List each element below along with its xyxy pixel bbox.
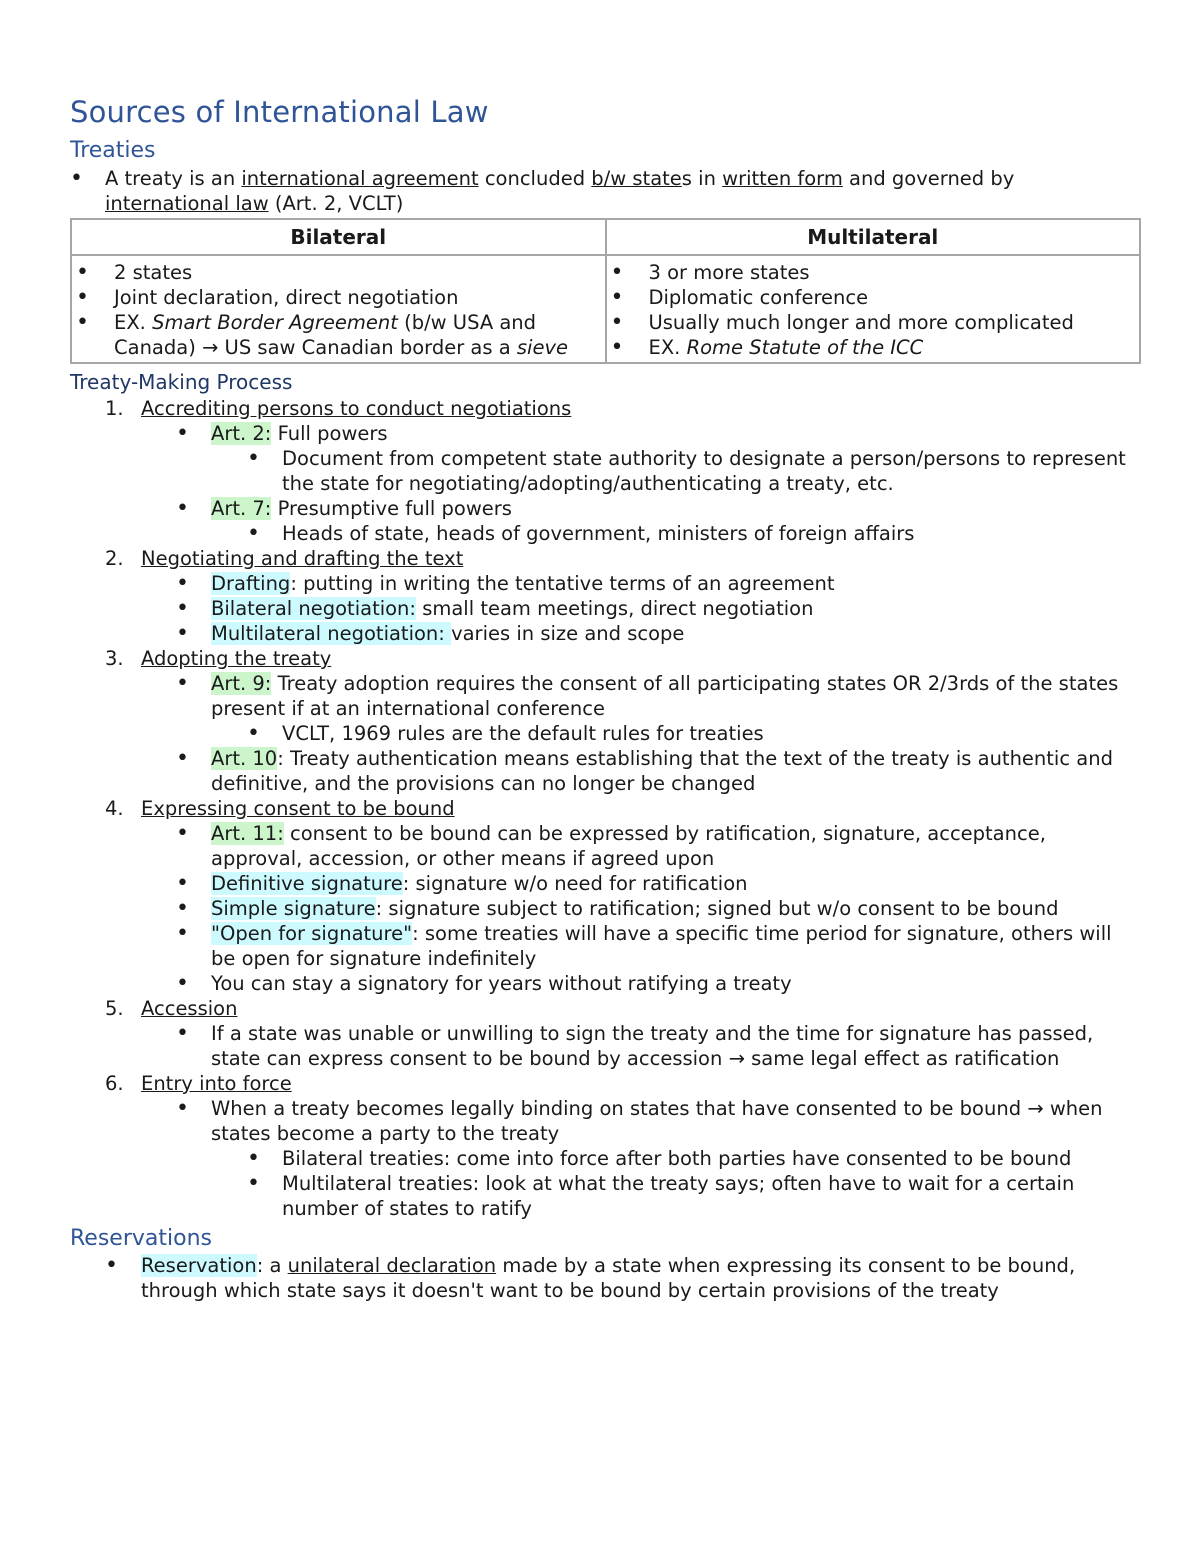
step-number: 2. [105,547,124,570]
sub-list-item: • Bilateral treaties: come into force after both parties have consented to be bound [70,1146,1140,1171]
highlighted-term: Art. 10 [211,747,278,770]
list-item [70,621,1140,646]
highlighted-term: Art. 7: [211,497,272,520]
text: EX. [114,311,153,334]
sub-list-item: • Document from competent state authority to designate a person/persons to represent the state for negotiating/adopting/authenticating a treaty, etc. [70,446,1140,496]
text: A treaty is an [105,167,242,190]
text: concluded [478,167,592,190]
italic-text: Rome Statute of the ICC [686,336,924,359]
list-item: • Usually much longer and more complicated [611,310,1136,335]
text: when states become a party to the treaty [211,1097,1103,1145]
comparison-table [70,218,1141,364]
list-item [70,1253,1140,1303]
text: : putting in writing the tentative terms of an agreement [290,572,835,595]
arrow-icon: → [1027,1097,1044,1120]
treaties-list [70,166,1140,216]
step-item [70,546,1140,571]
highlighted-term: "Open for signature" [211,922,413,945]
step-number: 4. [105,797,124,820]
multilateral-cell [606,255,1141,363]
section-heading-reservations: Reservations [70,1226,212,1251]
text: : a [256,1254,288,1277]
highlighted-term: Multilateral negotiation: [211,622,452,645]
step-title: Adopting the treaty [141,647,332,670]
step-number: 1. [105,397,124,420]
highlighted-term: Art. 2: [211,422,272,445]
step-number: 6. [105,1072,124,1095]
list-item [70,821,1140,871]
text: consent to be bound can be expressed by ratification, signature, acceptance, approval, accession, or other means if agreed upon [211,822,1046,870]
step-item [70,646,1140,671]
text: varies in size and scope [451,622,685,645]
list-item [611,335,1136,360]
highlighted-term: Reservation [141,1254,257,1277]
sub-list-item: • Multilateral treaties: look at what the treaty says; often have to wait for a certain number of states to ratify [70,1171,1140,1221]
text: Full powers [271,422,388,445]
arrow-icon: → [202,336,219,359]
text: : signature subject to ratification; signed but w/o consent to be bound [375,897,1059,920]
list-item [70,571,1140,596]
process-steps-list [70,396,1140,1221]
text: : signature w/o need for ratification [402,872,748,895]
step-title: Negotiating and drafting the text [141,547,464,570]
list-item [70,746,1140,796]
step-number: 5. [105,997,124,1020]
step-title: Entry into force [141,1072,292,1095]
sub-list-item: • Heads of state, heads of government, ministers of foreign affairs [70,521,1140,546]
reservations-list [70,1253,1140,1303]
bilateral-cell [71,255,606,363]
step-title: Accrediting persons to conduct negotiations [141,397,572,420]
step-title: Accession [141,997,238,1020]
list-item: • 2 states [76,260,601,285]
list-item [70,1096,1140,1146]
list-item [70,871,1140,896]
underlined-term: written form [722,167,843,190]
treaty-definition [70,166,1140,216]
column-header-multilateral: Multilateral [606,219,1141,255]
text: s in [681,167,723,190]
text: : Treaty authentication means establishing that the text of the treaty is authentic and definitive, and the provisions can no longer be changed [211,747,1113,795]
highlighted-term: Definitive signature [211,872,403,895]
list-item [76,310,601,360]
underlined-term: international agreement [241,167,479,190]
italic-text: Smart Border Agreement [152,311,398,334]
table-row [71,255,1140,363]
text: (Art. 2, VCLT) [268,192,404,215]
highlighted-term: Drafting [211,572,291,595]
list-item [70,671,1140,721]
text: US saw Canadian border as a [218,336,517,359]
step-item [70,796,1140,821]
list-item: • 3 or more states [611,260,1136,285]
list-item: • Joint declaration, direct negotiation [76,285,601,310]
list-item [70,896,1140,921]
step-item [70,996,1140,1021]
text: Presumptive full powers [271,497,512,520]
underlined-term: b/w state [591,167,682,190]
text: Treaty adoption requires the consent of all participating states OR 2/3rds of the states present if at an international conference [211,672,1119,720]
column-header-bilateral: Bilateral [71,219,606,255]
table-header-row [71,219,1140,255]
list-item: • Diplomatic conference [611,285,1136,310]
list-item [70,1021,1140,1071]
text: and governed by [842,167,1015,190]
section-heading-treaties: Treaties [70,138,156,163]
list-item: • You can stay a signatory for years without ratifying a treaty [70,971,1140,996]
list-item [70,421,1140,446]
text: small team meetings, direct negotiation [416,597,814,620]
underlined-term: international law [105,192,269,215]
underlined-term: unilateral declaration [287,1254,497,1277]
bullet-icon: • [105,1253,118,1278]
arrow-icon: → [728,1047,745,1070]
text: When a treaty becomes legally binding on states that have consented to be bound [211,1097,1028,1120]
step-item [70,396,1140,421]
section-heading-treaty-making-process: Treaty-Making Process [70,370,293,394]
sub-list-item: • VCLT, 1969 rules are the default rules for treaties [70,721,1140,746]
highlighted-term: Bilateral negotiation: [211,597,416,620]
highlighted-term: Art. 9: [211,672,272,695]
text: If a state was unable or unwilling to sign the treaty and the time for signature has passed, state can express consent to be bound by accession [211,1022,1094,1070]
step-item [70,1071,1140,1096]
text: same legal effect as ratification [744,1047,1060,1070]
text: (b/w USA and Canada) [114,311,537,359]
italic-text: sieve [516,336,568,359]
page-title: Sources of International Law [70,95,489,129]
step-number: 3. [105,647,124,670]
text: : some treaties will have a specific time period for signature, others will be open for signature indefinitely [211,922,1112,970]
highlighted-term: Art. 11: [211,822,284,845]
text: EX. [648,336,687,359]
list-item [70,496,1140,521]
text: made by a state when expressing its consent to be bound, through which state says it doesn't want to be bound by certain provisions of the treaty [141,1254,1076,1302]
list-item [70,921,1140,971]
highlighted-term: Simple signature [211,897,376,920]
list-item [70,596,1140,621]
step-title: Expressing consent to be bound [141,797,455,820]
